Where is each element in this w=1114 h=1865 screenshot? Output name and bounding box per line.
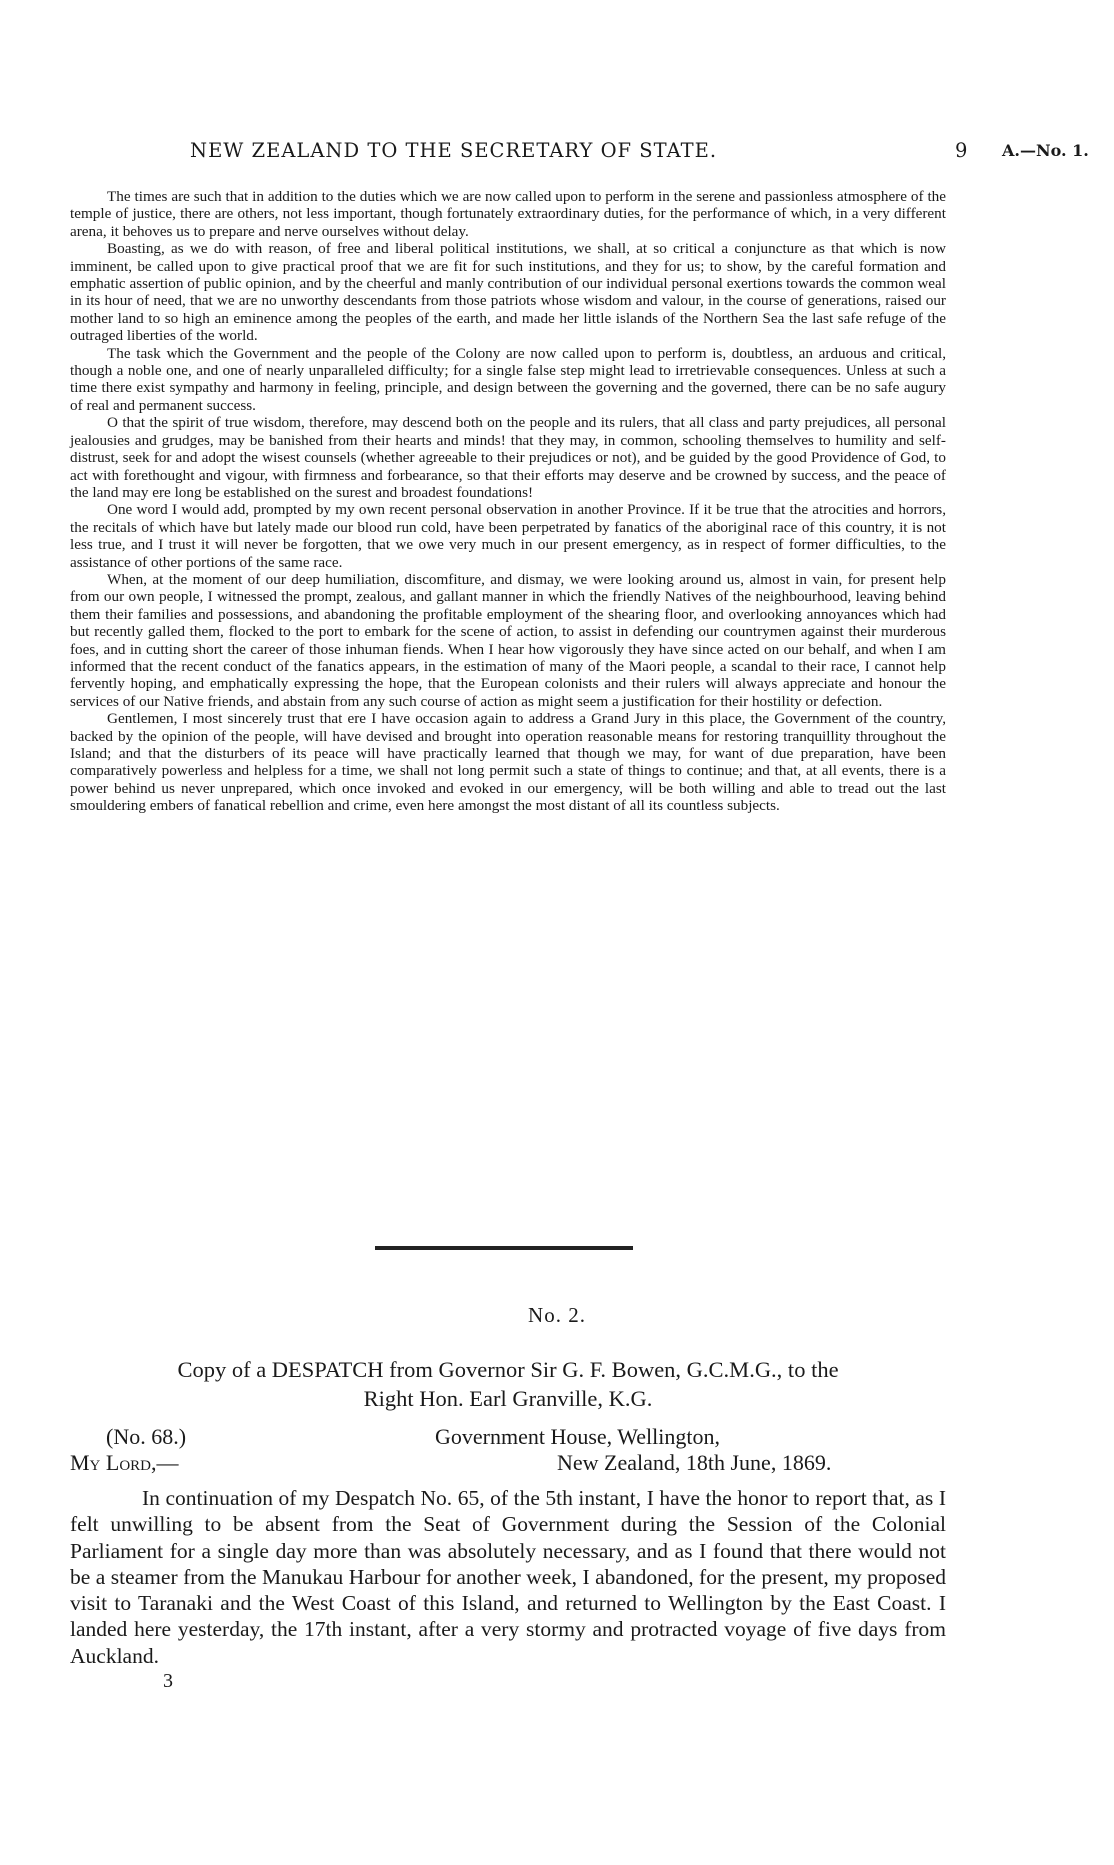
despatch-number: (No. 68.) [106, 1424, 187, 1449]
body-paragraph: O that the spirit of true wisdom, therefore, may descend both on the people and its rulers, that all class and party prejudices, all personal jealousies and grudges, may be banished from their hearts and minds! that they may, in common, schooling themselves to humility and self-distrust, seek for and adopt the wisest counsels (whether agreeable to their prejudices or not), and be guided by the good Providence of God, to act with forethought and vigour, with firmness and forbearance, so that their efforts may deserve and be crowned by success, and the peace of the land may ere long be established on the surest and broadest foundations! [70, 414, 946, 501]
document-reference: A.—No. 1. [1002, 141, 1089, 160]
salutation: My Lord,— [70, 1450, 179, 1475]
body-paragraph: Boasting, as we do with reason, of free and liberal political institutions, we shall, at so critical a conjuncture as that which is now imminent, be called upon to give practical proof that we are fit for such institutions, and they for us; to show, by the careful formation and emphatic assertion of public opinion, and by the cheerful and manly contribution of our individual personal exertions towards the common weal in its hour of need, that we are no unworthy descendants from those patriots whose wisdom and valour, in the course of generations, raised our mother land to so high an eminence among the peoples of the earth, and made her little islands of the Northern Sea the last safe refuge of the outraged liberties of the world. [70, 240, 947, 345]
despatch-date: New Zealand, 18th June, 1869. [557, 1450, 832, 1475]
despatch-title-line: Copy of a DESPATCH from Governor Sir G. F. Bowen, G.C.M.G., to the [177, 1357, 839, 1382]
body-paragraph: When, at the moment of our deep humiliation, discomfiture, and dismay, we were looking around us, almost in vain, for present help from our own people, I witnessed the prompt, zealous, and gallant manner in which the friendly Natives of the neighbourhood, leaving behind them their families and possessions, and abandoning the profitable employment of the shearing floor, and overlooking annoyances which had but recently galled them, flocked to the port to embark for the scene of action, to assist in defending our countrymen against their murderous foes, and in cutting short the career of those inhuman fiends. When I hear how vigorously they have since acted on our behalf, and when I am informed that the recent conduct of the fanatics appears, in the estimation of many of the Maori people, a scandal to their race, I cannot help fervently hoping, and emphatically expressing the hope, that the European colonists and their rulers will always appreciate and honour the services of our Native friends, and abstain from any such course of action as might seem a justification for their hostility or defection. [70, 570, 946, 710]
letter-paragraph: In continuation of my Despatch No. 65, of the 5th instant, I have the honor to report that, as I felt unwilling to be absent from the Seat of Government during the Session of the Colonial Parliament for a single day more than was absolutely necessary, and as I found that there would not be a steamer from the Manukau Harbour for another week, I abandoned, for the present, my proposed visit to Taranaki and the West Coast of this Island, and returned to Wellington by the East Coast. I landed here yesterday, the 17th instant, after a very stormy and protracted voyage of five days from Auckland. [70, 1486, 946, 1668]
despatch-title [70, 1355, 946, 1413]
body-paragraph: Gentlemen, I most sincerely trust that ere I have occasion again to address a Grand Jury in this place, the Government of the country, backed by the opinion of the people, will have devised and brought into operation reasonable means for restoring tranquillity throughout the Island; and that the disturbers of its peace will have practically learned that though we may, for want of due preparation, have been comparatively powerless and helpless for a time, we shall not long permit such a state of things to continue; and that, at all events, there is a power behind us never unprepared, which once invoked and evoked in our emergency, will be both willing and able to tread out the last smouldering embers of fanatical rebellion and crime, even here amongst the most distant of all its countless subjects. [70, 710, 946, 815]
despatch-title-line: Right Hon. Earl Granville, K.G. [363, 1386, 653, 1411]
body-paragraph: One word I would add, prompted by my own recent personal observation in another Province. If it be true that the atrocities and horrors, the recitals of which have but lately made our blood run cold, have been perpetrated by fanatics of the aboriginal race of this country, it is not less true, and I trust it will never be forgotten, that we owe very much in our present emergency, as in respect of former difficulties, to the assistance of other portions of the same race. [70, 501, 946, 571]
page-header [0, 139, 1114, 173]
despatch-place: Government House, Wellington, [435, 1424, 721, 1449]
section-divider [375, 1246, 633, 1250]
running-title: NEW ZEALAND TO THE SECRETARY OF STATE. [190, 139, 718, 162]
page-number: 9 [955, 139, 968, 162]
address-body [70, 188, 946, 815]
body-paragraph: The task which the Government and the people of the Colony are now called upon to perform is, doubtless, an arduous and critical, though a noble one, and one of nearly unparalleled difficulty; for a single false step might lead to irretrievable consequences. Unless at such a time there exist sympathy and harmony in feeling, principle, and design between the governing and the governed, there can be no safe augury of real and permanent success. [70, 344, 946, 414]
signature-mark: 3 [163, 1670, 173, 1692]
despatch-body [70, 1485, 946, 1669]
body-paragraph: The times are such that in addition to the duties which we are now called upon to perform in the serene and passionless atmosphere of the temple of justice, there are others, not less important, though fortunately extraordinary duties, for the performance of which, in a very different arena, it behoves us to prepare and nerve ourselves without delay. [70, 188, 946, 240]
section-number: No. 2. [528, 1303, 586, 1327]
